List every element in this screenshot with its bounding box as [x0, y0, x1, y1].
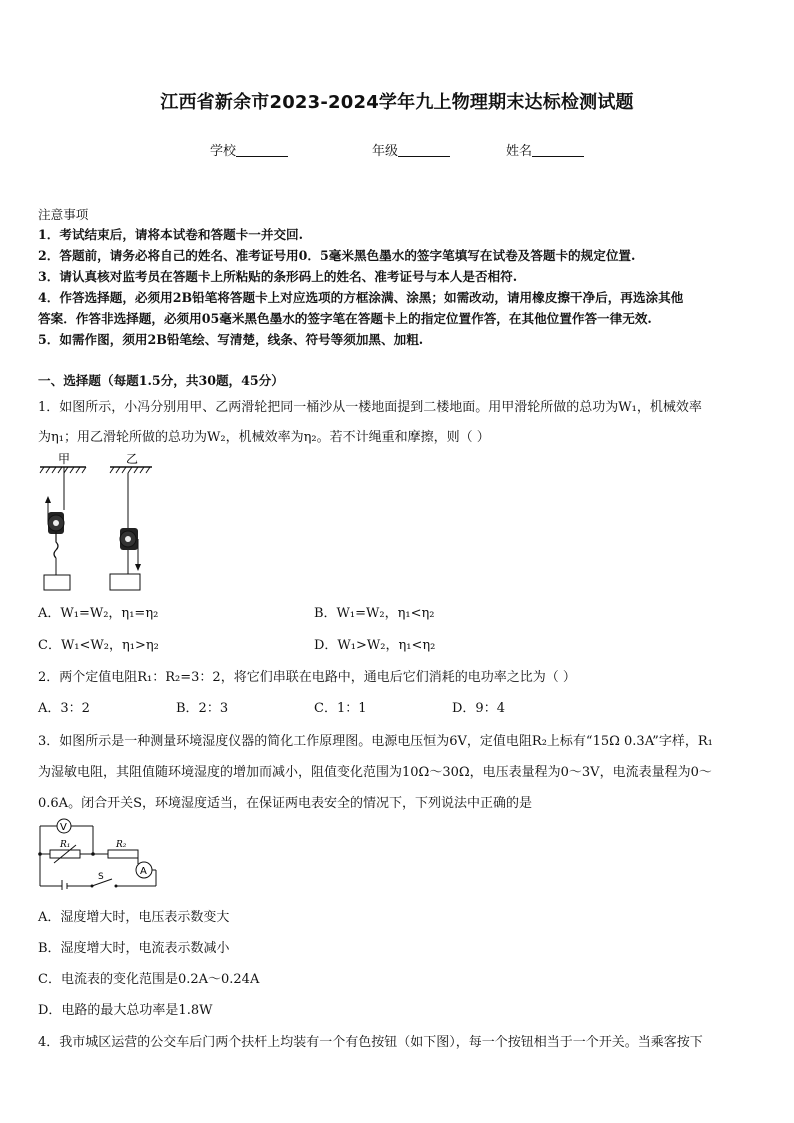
q2-option-a[interactable]: A．3：2	[38, 701, 90, 716]
grade-label: 年级	[372, 144, 399, 159]
q3-option-a[interactable]: A．湿度增大时，电压表示数变大	[38, 910, 230, 925]
q1-stem-line2: 为η₁；用乙滑轮所做的总功为W₂，机械效率为η₂。若不计绳重和摩擦，则（ ）	[38, 430, 490, 445]
school-blank[interactable]	[236, 144, 288, 157]
q2-option-c[interactable]: C．1：1	[314, 701, 367, 716]
r1-label: R₁	[60, 840, 71, 850]
name-field	[506, 140, 584, 159]
notice-item: 4．作答选择题，必须用2B铅笔将答题卡上对应选项的方框涂满、涂黑；如需改动，请用橡皮擦干净后，再选涂其他	[38, 290, 684, 305]
school-label: 学校	[210, 144, 237, 159]
q3-circuit-figure	[36, 814, 160, 890]
notice-heading: 注意事项	[38, 207, 89, 222]
q3-stem-line2: 为湿敏电阻，其阻值随环境湿度的增加而减小，阻值变化范围为10Ω～30Ω，电压表量程为0～3V，电流表量程为0～	[38, 765, 712, 780]
q4-stem-line1: 4．我市城区运营的公交车后门两个扶杆上均装有一个有色按钮（如下图），每一个按钮相当于一个开关。当乘客按下	[38, 1035, 703, 1050]
q1-option-c[interactable]: C．W₁<W₂，η₁>η₂	[38, 638, 159, 653]
q3-option-d[interactable]: D．电路的最大总功率是1.8W	[38, 1003, 213, 1018]
q1-option-d[interactable]: D．W₁>W₂，η₁<η₂	[314, 638, 436, 653]
switch-label: S	[98, 872, 104, 882]
grade-blank[interactable]	[398, 144, 450, 157]
school-field	[210, 140, 288, 159]
q3-option-b[interactable]: B．湿度增大时，电流表示数减小	[38, 941, 230, 956]
q3-stem-line3: 0.6A。闭合开关S，环境湿度适当，在保证两电表安全的情况下，下列说法中正确的是	[38, 796, 532, 811]
r2-label: R₂	[116, 840, 127, 850]
grade-field	[372, 140, 450, 159]
voltmeter-label: V	[60, 822, 67, 833]
notice-item: 5．如需作图，须用2B铅笔绘、写清楚，线条、符号等须加黑、加粗.	[38, 332, 424, 347]
q3-stem-line1: 3．如图所示是一种测量环境湿度仪器的简化工作原理图。电源电压恒为6V，定值电阻R₂上标有“15Ω 0.3A”字样，R₁	[38, 734, 713, 749]
name-label: 姓名	[506, 144, 533, 159]
notice-item: 3．请认真核对监考员在答题卡上所粘贴的条形码上的姓名、准考证号与本人是否相符.	[38, 269, 518, 284]
q1-stem-line1: 1．如图所示，小冯分别用甲、乙两滑轮把同一桶沙从一楼地面提到二楼地面。用甲滑轮所做的总功为W₁，机械效率	[38, 400, 702, 415]
page-title: 江西省新余市2023-2024学年九上物理期末达标检测试题	[160, 92, 634, 113]
notice-item: 2．答题前，请务必将自己的姓名、准考证号用0．5毫米黑色墨水的签字笔填写在试卷及答题卡的规定位置.	[38, 248, 636, 263]
notice-item: 1．考试结束后，请将本试卷和答题卡一并交回.	[38, 227, 304, 242]
notice-item: 答案．作答非选择题，必须用05毫米黑色墨水的签字笔在答题卡上的指定位置作答，在其他位置作答一律无效.	[38, 311, 652, 326]
q2-stem: 2．两个定值电阻R₁：R₂=3：2，将它们串联在电路中，通电后它们消耗的电功率之比为（ ）	[38, 670, 576, 685]
q2-option-b[interactable]: B．2：3	[176, 701, 229, 716]
q3-option-c[interactable]: C．电流表的变化范围是0.2A～0.24A	[38, 972, 260, 987]
q1-option-b[interactable]: B．W₁=W₂，η₁<η₂	[314, 606, 435, 621]
name-blank[interactable]	[532, 144, 584, 157]
q2-option-d[interactable]: D．9：4	[452, 701, 505, 716]
ammeter-label: A	[140, 866, 147, 877]
section-heading: 一、选择题（每题1.5分，共30题，45分）	[38, 373, 284, 388]
label-jia: 甲	[58, 452, 71, 466]
label-yi: 乙	[126, 452, 139, 466]
q1-option-a[interactable]: A．W₁=W₂，η₁=η₂	[38, 606, 159, 621]
q1-pulley-figure	[36, 450, 176, 595]
